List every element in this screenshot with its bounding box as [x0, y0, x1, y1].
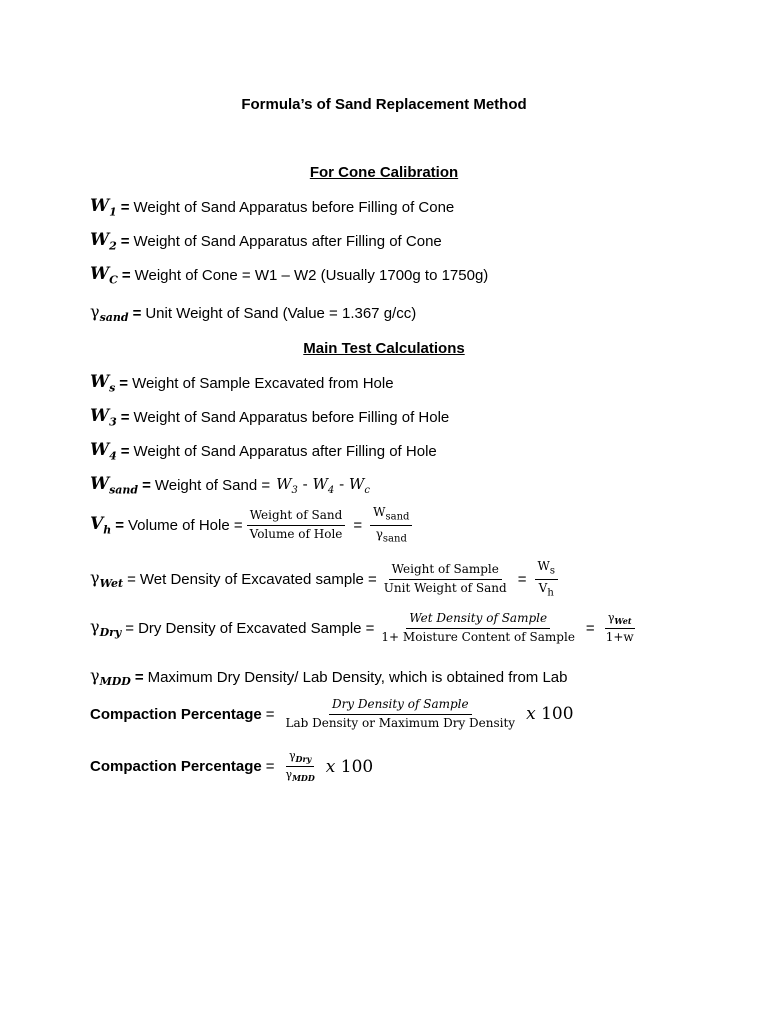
definition-text: Weight of Sand Apparatus before Filling of Cone — [133, 198, 455, 216]
symbol: $W_4$ — [90, 440, 117, 463]
symbol: $\gamma_{Wet}$ — [90, 568, 124, 591]
fraction-ws-over-vh: $\frac{W_s}{V_h}$ — [535, 560, 558, 599]
symbol: $\gamma_{Dry}$ — [90, 617, 122, 640]
fraction-gamma-dry-over-gamma-mdd: $\frac{\gamma_{Dry}}{\gamma_{MDD}}$ — [285, 749, 315, 784]
definition-vh: $V_h$ = Volume of Hole = $\frac{\text{Weight of Sand}}{\text{Volume of Hole}}$ = $\frac{W_{sand}}{\gamma_{sand}}$ — [90, 506, 728, 545]
definition-w1: $W_1$ = Weight of Sand Apparatus before Filling of Cone — [90, 196, 455, 219]
fraction-wet-density-over-moisture: $\frac{\text{Wet Density of Sample}}{\text{1+ Moisture Content of Sample}}$ — [381, 611, 575, 645]
symbol: $W_s$ — [90, 372, 116, 395]
definition-text: Weight of Sand Apparatus after Filling of Hole — [133, 442, 437, 460]
document-title: Formula’s of Sand Replacement Method — [241, 96, 527, 113]
definition-text: Weight of Sample Excavated from Hole — [132, 374, 394, 392]
definition-text: Unit Weight of Sand (Value = 1.367 g/cc) — [145, 304, 417, 322]
fraction-gamma-wet-over-1-plus-w: $\frac{\gamma_{Wet}}{1+w}$ — [605, 611, 634, 645]
definition-w2: $W_2$ = Weight of Sand Apparatus after Filling of Cone — [90, 230, 442, 253]
symbol: $\gamma_{sand}$ — [90, 302, 129, 325]
definition-gamma-sand: $\gamma_{sand}$ = Unit Weight of Sand (Value = 1.367 g/cc) — [90, 302, 417, 325]
symbol: $W_3$ — [90, 406, 117, 429]
symbol: $V_h$ — [90, 514, 112, 537]
definition-gamma-mdd: $\gamma_{MDD}$ = Maximum Dry Density/ Lab Density, which is obtained from Lab — [90, 666, 568, 689]
fraction-weight-over-unit-weight: $\frac{\text{Weight of Sample}}{\text{Unit Weight of Sand}}$ — [383, 562, 507, 595]
definition-text: Weight of Sand Apparatus before Filling of Hole — [133, 408, 450, 426]
symbol: $W_C$ — [90, 264, 118, 287]
definition-text: Volume of Hole = — [127, 516, 243, 534]
symbol: $\gamma_{MDD}$ — [90, 666, 131, 689]
definition-text: Weight of Sand Apparatus after Filling of Cone — [133, 232, 442, 250]
fraction-weight-over-volume: $\frac{\text{Weight of Sand}}{\text{Volume of Hole}}$ — [247, 509, 346, 542]
fraction-dry-density-over-lab-density: $\frac{\text{Dry Density of Sample}}{\text{Lab Density or Maximum Dry Density}}$ — [285, 697, 516, 730]
fraction-wsand-over-gamma-sand: $\frac{W_{sand}}{\gamma_{sand}}$ — [370, 506, 412, 545]
definition-ws: $W_s$ = Weight of Sample Excavated from Hole — [90, 372, 394, 395]
definition-w-sand: $W_{sand}$ = Weight of Sand = $W_3 - W_4 - W_c$ — [90, 474, 370, 497]
formula-label: Compaction Percentage — [90, 705, 262, 723]
compaction-percentage-formula-2: Compaction Percentage = $\frac{\gamma_{Dry}}{\gamma_{MDD}}$ x 100 — [90, 749, 374, 784]
section-heading-cone-calibration: For Cone Calibration — [309, 164, 459, 181]
symbol: $W_{sand}$ — [90, 474, 139, 497]
definition-w3: $W_3$ = Weight of Sand Apparatus before Filling of Hole — [90, 406, 450, 429]
compaction-percentage-formula-1: Compaction Percentage = $\frac{\text{Dry Density of Sample}}{\text{Lab Density or Maximum Dry Density}}$ x 100 — [90, 697, 574, 730]
symbol: $W_2$ — [90, 230, 117, 253]
definition-wc: $W_C$ = Weight of Cone = W1 – W2 (Usually 1700g to 1750g) — [90, 264, 489, 287]
definition-text: Wet Density of Excavated sample = — [139, 570, 377, 588]
definition-gamma-wet: $\gamma_{Wet}$ = Wet Density of Excavated sample = $\frac{\text{Weight of Sample}}{\text{Unit Weight of Sand}}$ = $\frac{W_s}{V_h}$ — [90, 560, 728, 599]
multiplier: x 100 — [526, 704, 574, 725]
formula-label: Compaction Percentage — [90, 758, 262, 776]
definition-text: Weight of Cone = W1 – W2 (Usually 1700g to 1750g) — [134, 266, 489, 284]
definition-gamma-dry: $\gamma_{Dry}$ = Dry Density of Excavated Sample = $\frac{\text{Wet Density of Sample}}{\text{1+ Moisture Content of Sample}}$ = $\frac{\gamma_{Wet}}{1+w}$ — [90, 612, 728, 645]
definition-w4: $W_4$ = Weight of Sand Apparatus after Filling of Hole — [90, 440, 437, 463]
formula-w-sand: $W_3 - W_4 - W_c$ — [276, 474, 370, 496]
symbol: $W_1$ — [90, 196, 117, 219]
definition-text: Maximum Dry Density/ Lab Density, which is obtained from Lab — [147, 668, 568, 686]
section-heading-main-test: Main Test Calculations — [303, 340, 465, 357]
definition-text: Weight of Sand = — [154, 476, 271, 494]
definition-text: Dry Density of Excavated Sample = — [138, 620, 375, 638]
multiplier: x 100 — [325, 756, 374, 777]
